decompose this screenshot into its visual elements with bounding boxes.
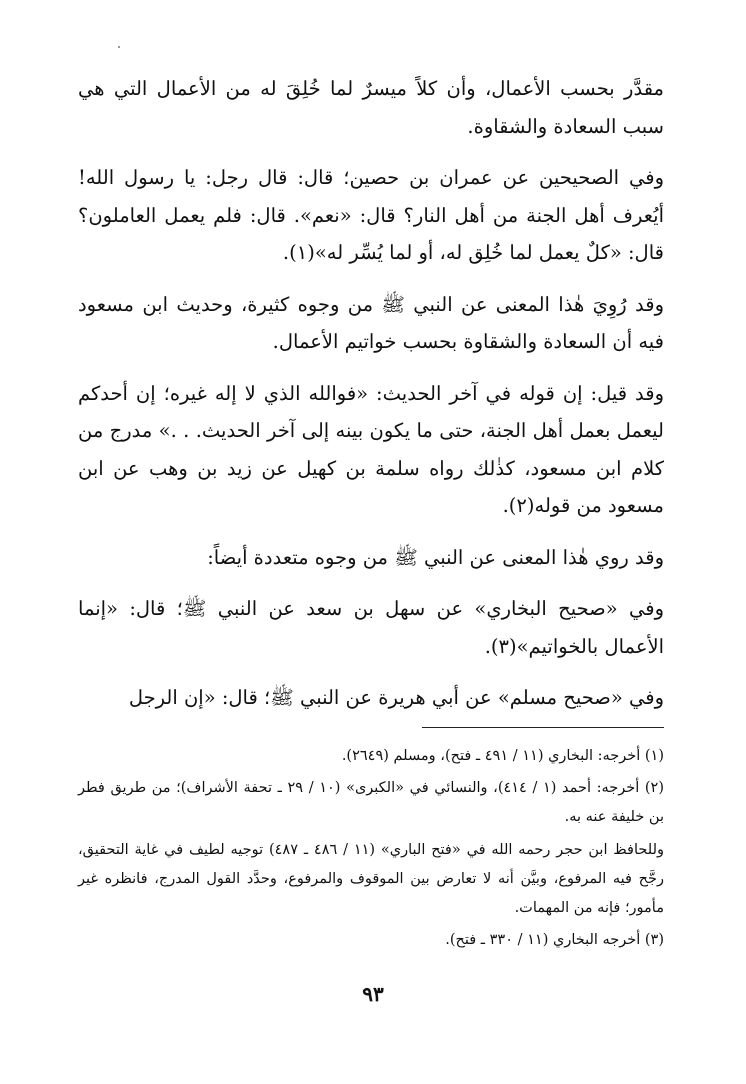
footnote-3: (٣) أخرجه البخاري (١١ / ٣٣٠ ـ فتح). bbox=[445, 932, 664, 949]
main-text bbox=[78, 70, 664, 731]
footnote-2-commentary: وللحافظ ابن حجر رحمه الله في «فتح الباري» (١١ / ٤٨٦ ـ ٤٨٧) توجيه لطيف في غاية التحقيق، رجَّح فيه المرفوع، وبيَّن أنه لا تعارض بين الموقوف والمرفوع، وحدَّد القول المدرج، فانظره غير مأمور؛ فإنه من المهمات. bbox=[78, 841, 664, 917]
paragraph-1: مقدَّر بحسب الأعمال، وأن كلاً ميسرٌ لما خُلِقَ له من الأعمال التي هي سبب السعادة والشقاوة. bbox=[78, 77, 664, 138]
paragraph-3: وقد رُوِيَ هٰذا المعنى عن النبي ﷺ من وجوه كثيرة، وحديث ابن مسعود فيه أن السعادة والشقاوة بحسب خواتيم الأعمال. bbox=[78, 292, 664, 353]
page-number: ٩٣ bbox=[362, 982, 384, 1006]
footnote-2: (٢) أخرجه: أحمد (١ / ٤١٤)، والنسائي في «الكبرى» (١٠ / ٢٩ ـ تحفة الأشراف)؛ من طريق فطر بن خليفة عنه به. bbox=[78, 780, 665, 826]
footnote-1: (١) أخرجه: البخاري (١١ / ٤٩١ ـ فتح)، ومسلم (٢٦٤٩). bbox=[341, 748, 664, 764]
scan-speck bbox=[118, 46, 120, 48]
paragraph-7: وفي «صحيح مسلم» عن أبي هريرة عن النبي ﷺ؛ قال: «إن الرجل bbox=[128, 686, 664, 709]
footnotes bbox=[78, 742, 664, 955]
paragraph-5: وقد روي هٰذا المعنى عن النبي ﷺ من وجوه متعددة أيضاً: bbox=[207, 545, 664, 569]
paragraph-2: وفي الصحيحين عن عمران بن حصين؛ قال: قال رجل: يا رسول الله! أيُعرف أهل الجنة من أهل النار؟ قال: «نعم». قال: فلم يعمل العاملون؟ قال: «كلٌ يعمل لما خُلِق له، أو لما يُسِّر له»(١). bbox=[78, 166, 664, 264]
paragraph-4: وقد قيل: إن قوله في آخر الحديث: «فوالله الذي لا إله غيره؛ إن أحدكم ليعمل بعمل أهل الجنة، حتى ما يكون بينه إلى آخر الحديث. . .» مدرج من كلام ابن مسعود، كذٰلك رواه سلمة بن كهيل عن زيد بن وهب عن ابن مسعود من قوله(٢). bbox=[78, 381, 664, 517]
paragraph-6: وفي «صحيح البخاري» عن سهل بن سعد عن النبي ﷺ؛ قال: «إنما الأعمال بالخواتيم»(٣). bbox=[78, 597, 664, 658]
footnote-divider bbox=[422, 727, 664, 728]
